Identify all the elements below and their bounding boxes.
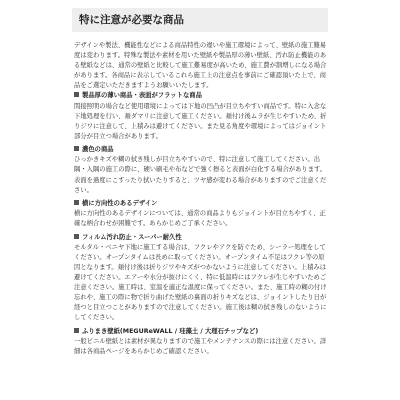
intro-paragraph: デザインや製法、機能性などによる商品特性の違いや施工環境によって、壁紙の施工難易度は変わります。特殊な製法や素材を用いた壁紙や製品厚の薄い壁紙、汚れ防止機能のある壁紙などは、通常の壁紙と比較して施工難易度が高いため、施工費が割増しになる場合があります。各商品に表示しているこれら施工上の注意点を事前にご確認頂いた上で、商品をご選定いただきますようお願いいたします。 — [74, 42, 327, 90]
section-thin-flat-products — [74, 91, 328, 141]
square-bullet-icon — [74, 92, 79, 97]
section-title-text: フィルム汚れ防止・スーパー耐久性 — [82, 233, 182, 241]
section-body: モルタル・ベニヤ下地に施工する場合は、フクレやアクを防ぐため、シーラー処理をしてください。オープンタイムは長めに取ってください。オープンタイム不足はフクレ等の原因となります。頬付け後は折りジワやキズがつかないように注意してください。上積みは避けてください。エアーや水分が抜けにくく、特に低温時にはフクレが生じやすいためご注意ください。施工時は、室温を適正な温度に保ってください。また、施工時の糊の付け忘れや、施工の際に物で折り曲げた壁紙の裏面の折りキズなどは、ジョイントしたり日が経つと目立つことがありますので注意してください。施工後は糊の拭き残しのないようにしてください。 — [74, 243, 327, 322]
square-bullet-icon — [74, 234, 79, 239]
section-body: 間接照明の場合など使用環境によっては下地の凹凸が目立ちやすい商品です。特に入念な下地処理を行い、頬ダマリに注意して施工ください。頬付け後ムラが生じやすいため、折りジワに注意して、上積みは避けてください。また見る角度や環境によってはジョイント部分が目立つ場合があります。 — [74, 102, 327, 140]
section-body: 横に方向性のあるデザインについては、通常の商品よりもジョイントが目立ちやすく、正確な柄合わせが困難です。あらかじめご了承ください。 — [74, 210, 326, 228]
section-title — [74, 145, 328, 155]
section-dark-colors — [74, 145, 328, 195]
section-title — [74, 199, 328, 209]
section-title — [74, 327, 328, 337]
page-title: 特に注意が必要な商品 — [79, 14, 184, 26]
section-title-text: 濃色の商品 — [82, 146, 114, 154]
section-header — [72, 8, 328, 32]
section-title — [74, 233, 328, 243]
section-title-text: 製品厚の薄い商品・表面がフラットな商品 — [82, 92, 202, 100]
content-body — [74, 41, 328, 360]
section-title — [74, 91, 328, 101]
square-bullet-icon — [74, 328, 79, 333]
section-horizontal-design — [74, 199, 328, 229]
section-body: 一般ビニル壁紙とは素材が異なりますので施工やメンテナンスの際には注意ください。詳細は各商品ページをあらかじめご確認ください。 — [74, 337, 327, 355]
section-title-text: ふりまき壁紙(MEGUReWALL / 珪藻土 / 大理石チップなど) — [82, 327, 259, 335]
section-film-stain-proof — [74, 233, 328, 324]
square-bullet-icon — [74, 146, 79, 151]
square-bullet-icon — [74, 200, 79, 205]
section-title-text: 横に方向性のあるデザイン — [82, 200, 158, 207]
section-body: ひっかきキズや糊の拭き残しが目立ちやすいので、特に注意して施工してください。出隅・入隅の施工の際に、硬い刷毛や布などで強く擦ると表面が白化する場合があります。表面を過度にこすったり拭いたりすると、ツヤ感が変わる場合がありますのでご注意ください。 — [74, 156, 327, 194]
section-sprinkled-wallpaper — [74, 327, 328, 357]
